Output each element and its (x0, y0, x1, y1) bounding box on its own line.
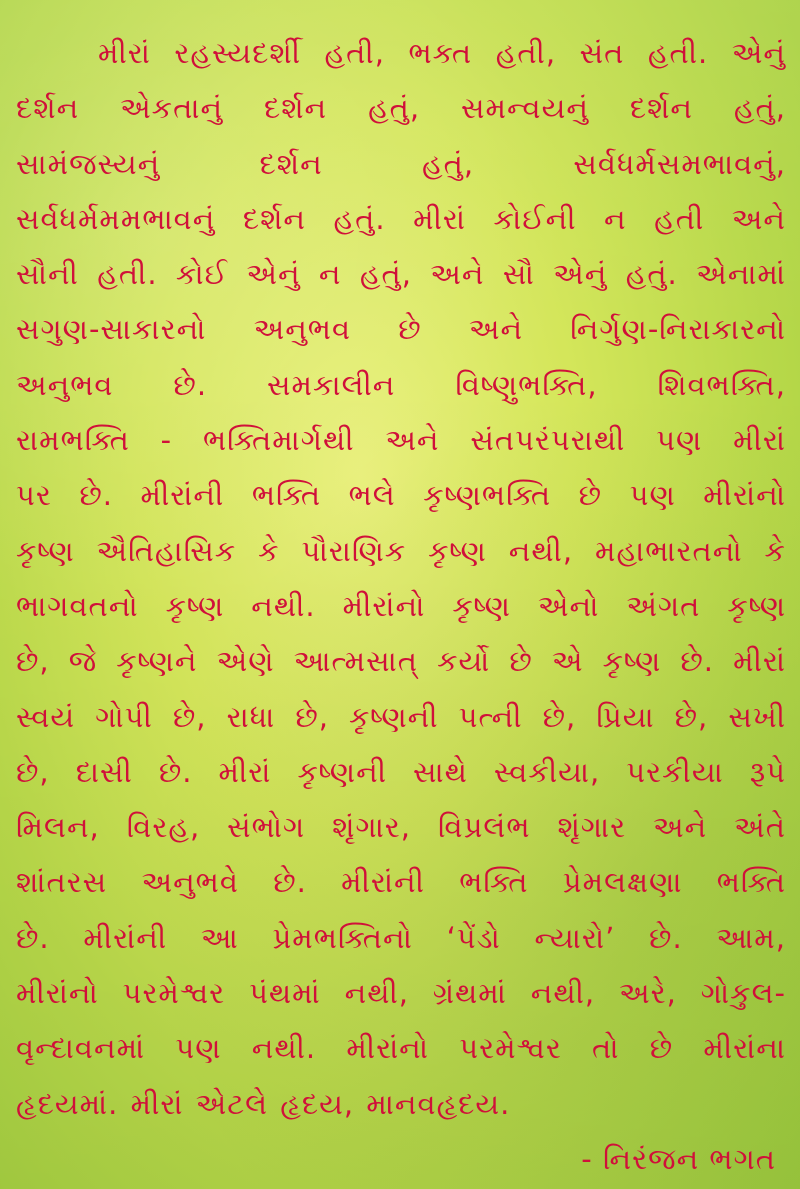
article-line: છે. મીરાંની આ પ્રેમભક્તિનો ‘પેંડો ન્યારો’ છે. આમ, (16, 920, 786, 955)
article-line: દર્શન એકતાનું દર્શન હતું, સમન્વયનું દર્શન હતું, (16, 91, 786, 126)
article-line: પર છે. મીરાંની ભક્તિ ભલે કૃષ્ણભક્તિ છે પણ મીરાંનો (16, 478, 786, 513)
article-line: સગુણ-સાકારનો અનુભવ છે અને નિર્ગુણ-નિરાકારનો (16, 312, 786, 347)
article-line: સામંજસ્યનું દર્શન હતું, સર્વધર્મસમભાવનું, (16, 146, 786, 181)
article-line: છે, જે કૃષ્ણને એણે આત્મસાત્ કર્યો છે એ કૃષ્ણ છે. મીરાં (16, 644, 786, 679)
article-line: ભાગવતનો કૃષ્ણ નથી. મીરાંનો કૃષ્ણ એનો અંગત કૃષ્ણ (16, 588, 786, 623)
article-line: મીરાંનો પરમેશ્વર પંથમાં નથી, ગ્રંથમાં નથી, અરે, ગોકુલ- (16, 976, 786, 1011)
article-line: સૌની હતી. કોઈ એનું ન હતું, અને સૌ એનું હતું. એનામાં (16, 257, 786, 292)
article-line: હૃદયમાં. મીરાં એટલે હૃદય, માનવહૃદય. (16, 1086, 511, 1121)
article-line: મિલન, વિરહ, સંભોગ શૃંગાર, વિપ્રલંભ શૃંગાર અને અંતે (16, 810, 786, 845)
article-line: કૃષ્ણ ઐતિહાસિક કે પૌરાણિક કૃષ્ણ નથી, મહાભારતનો કે (16, 533, 786, 568)
article-body (16, 26, 786, 1132)
article-line: વૃન્દાવનમાં પણ નથી. મીરાંનો પરમેશ્વર તો છે મીરાંના (16, 1031, 786, 1066)
article-line: રામભક્તિ - ભક્તિમાર્ગથી અને સંતપરંપરાથી પણ મીરાં (16, 423, 786, 458)
article-line: સ્વયં ગોપી છે, રાધા છે, કૃષ્ણની પત્ની છે, પ્રિયા છે, સખી (16, 699, 786, 734)
article-line: છે, દાસી છે. મીરાં કૃષ્ણની સાથે સ્વકીયા, પરકીયા રૂપે (16, 754, 786, 789)
author-signature: - નિરંજન ભગત (581, 1142, 776, 1176)
article-line: અનુભવ છે. સમકાલીન વિષ્ણુભક્તિ, શિવભક્તિ, (16, 367, 786, 402)
article-line: સર્વધર્મમમભાવનું દર્શન હતું. મીરાં કોઈની ન હતી અને (16, 201, 786, 236)
article-line: મીરાં રહસ્યદર્શી હતી, ભક્ત હતી, સંત હતી. એનું (98, 36, 786, 70)
article-line: શાંતરસ અનુભવે છે. મીરાંની ભક્તિ પ્રેમલક્ષણા ભક્તિ (16, 865, 786, 900)
